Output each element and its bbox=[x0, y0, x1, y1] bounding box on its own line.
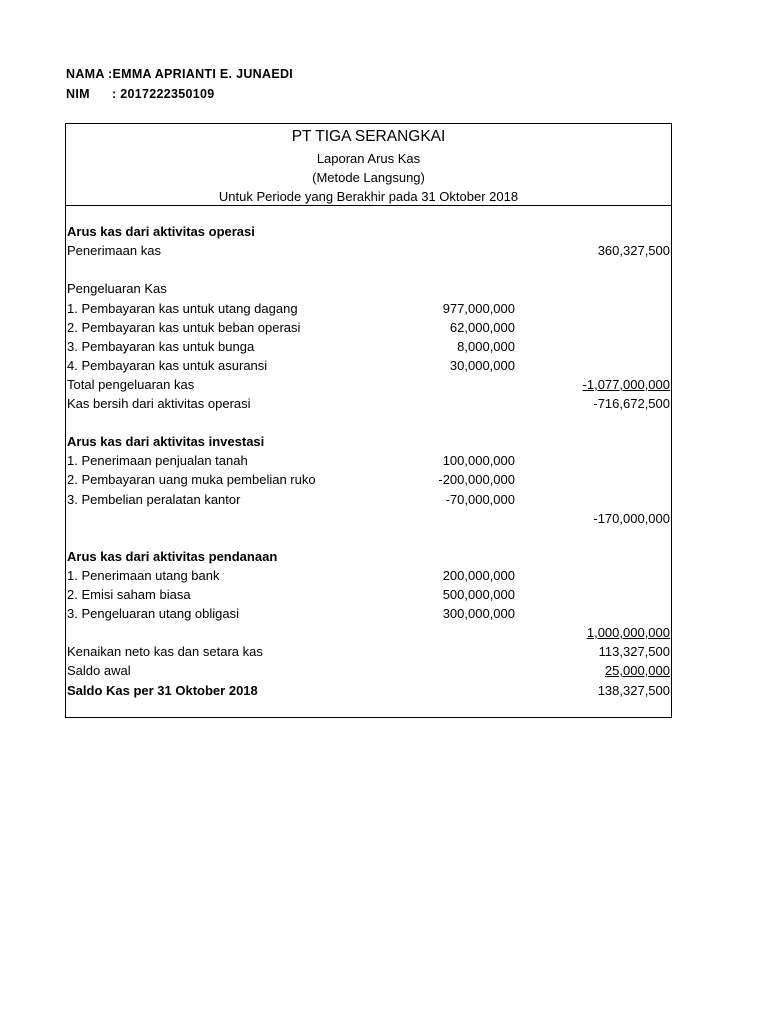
investing-heading: Arus kas dari aktivitas investasi bbox=[67, 434, 265, 449]
opening-balance-value: 25,000,000 bbox=[604, 663, 670, 678]
line-item-label: 2. Pembayaran uang muka pembelian ruko bbox=[67, 472, 316, 487]
student-name-line bbox=[66, 67, 293, 81]
closing-balance-value: 138,327,500 bbox=[597, 683, 670, 698]
table-row bbox=[66, 301, 671, 320]
financing-heading: Arus kas dari aktivitas pendanaan bbox=[67, 549, 278, 564]
table-row bbox=[66, 358, 671, 377]
line-item-label: 4. Pembayaran kas untuk asuransi bbox=[67, 358, 268, 373]
line-item-value: 8,000,000 bbox=[457, 339, 515, 354]
nim-separator: : bbox=[112, 87, 121, 101]
financing-total-value: 1,000,000,000 bbox=[586, 625, 670, 640]
line-item-label: 1. Penerimaan utang bank bbox=[67, 568, 220, 583]
total-expenses-value: -1,077,000,000 bbox=[582, 377, 670, 392]
line-item-label: 3. Pembelian peralatan kantor bbox=[67, 492, 241, 507]
line-item-value: -200,000,000 bbox=[438, 472, 515, 487]
line-item-value: 62,000,000 bbox=[449, 320, 515, 335]
line-item-label: 1. Penerimaan penjualan tanah bbox=[67, 453, 248, 468]
report-method: (Metode Langsung) bbox=[312, 170, 425, 185]
report-title: Laporan Arus Kas bbox=[316, 151, 421, 166]
line-item-value: 500,000,000 bbox=[442, 587, 515, 602]
line-item-label: 3. Pengeluaran utang obligasi bbox=[67, 606, 240, 621]
line-item-value: 977,000,000 bbox=[442, 301, 515, 316]
opening-balance-row bbox=[66, 663, 671, 682]
line-item-value: 300,000,000 bbox=[442, 606, 515, 621]
name-label: NAMA : bbox=[66, 67, 113, 81]
report-period: Untuk Periode yang Berakhir pada 31 Oktober 2018 bbox=[218, 189, 519, 204]
receipts-label: Penerimaan kas bbox=[67, 243, 161, 258]
operating-net-value: -716,672,500 bbox=[593, 396, 670, 411]
table-row bbox=[66, 320, 671, 339]
company-name: PT TIGA SERANGKAI bbox=[291, 128, 446, 145]
net-increase-value: 113,327,500 bbox=[598, 644, 670, 659]
table-row bbox=[66, 587, 671, 606]
operating-heading: Arus kas dari aktivitas operasi bbox=[67, 224, 255, 239]
investing-total-value: -170,000,000 bbox=[593, 511, 670, 526]
line-item-label: 1. Pembayaran kas untuk utang dagang bbox=[67, 301, 298, 316]
table-row bbox=[66, 606, 671, 625]
operating-net-row bbox=[66, 396, 671, 415]
net-increase-row bbox=[66, 644, 671, 663]
opening-balance-label: Saldo awal bbox=[67, 663, 131, 678]
nim-label: NIM bbox=[66, 87, 90, 101]
investing-total-row bbox=[66, 511, 671, 530]
cash-flow-statement bbox=[65, 123, 672, 718]
line-item-label: 2. Pembayaran kas untuk beban operasi bbox=[67, 320, 301, 335]
expenses-heading-row bbox=[66, 281, 671, 300]
net-increase-label: Kenaikan neto kas dan setara kas bbox=[67, 644, 263, 659]
line-item-value: -70,000,000 bbox=[445, 492, 515, 507]
line-item-label: 2. Emisi saham biasa bbox=[67, 587, 191, 602]
student-nim-line bbox=[66, 87, 215, 101]
receipts-value: 360,327,500 bbox=[597, 243, 670, 258]
closing-balance-row bbox=[66, 683, 671, 702]
operating-net-label: Kas bersih dari aktivitas operasi bbox=[67, 396, 251, 411]
table-row bbox=[66, 472, 671, 491]
expenses-heading: Pengeluaran Kas bbox=[67, 281, 167, 296]
student-name: EMMA APRIANTI E. JUNAEDI bbox=[112, 67, 294, 81]
line-item-label: 3. Pembayaran kas untuk bunga bbox=[67, 339, 255, 354]
operating-receipts-row bbox=[66, 243, 671, 262]
financing-total-row bbox=[66, 625, 671, 644]
financing-heading-row bbox=[66, 549, 671, 568]
table-row bbox=[66, 339, 671, 358]
table-row bbox=[66, 492, 671, 511]
closing-balance-label: Saldo Kas per 31 Oktober 2018 bbox=[67, 683, 258, 698]
operating-heading-row bbox=[66, 224, 671, 243]
table-row bbox=[66, 568, 671, 587]
header-divider bbox=[66, 205, 671, 206]
student-nim: 2017222350109 bbox=[120, 87, 215, 101]
line-item-value: 100,000,000 bbox=[442, 453, 515, 468]
table-row bbox=[66, 453, 671, 472]
investing-heading-row bbox=[66, 434, 671, 453]
line-item-value: 30,000,000 bbox=[449, 358, 515, 373]
operating-total-row bbox=[66, 377, 671, 396]
line-item-value: 200,000,000 bbox=[442, 568, 515, 583]
total-expenses-label: Total pengeluaran kas bbox=[67, 377, 195, 392]
